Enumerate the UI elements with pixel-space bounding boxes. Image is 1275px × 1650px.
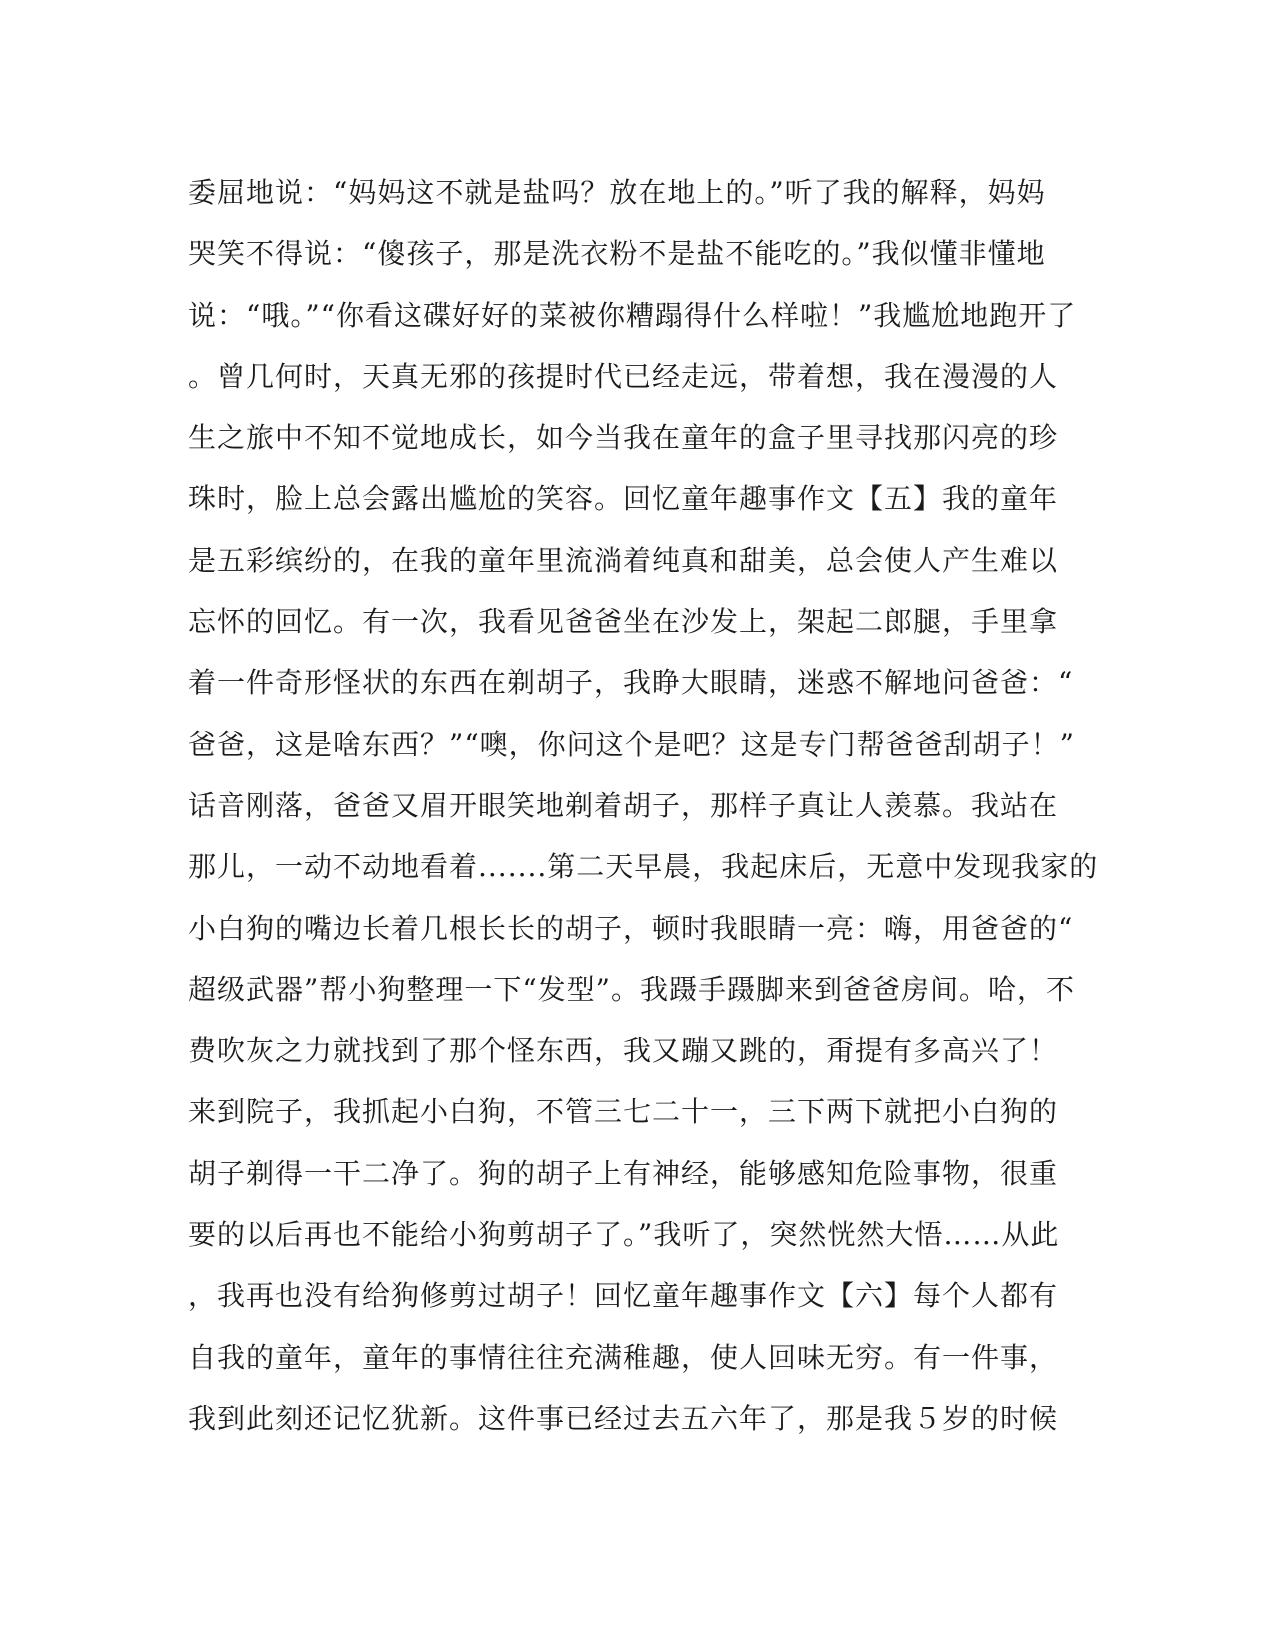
text-line: 费吹灰之力就找到了那个怪东西，我又蹦又跳的，甭提有多高兴了！ <box>188 1034 1059 1068</box>
body-text <box>188 162 1099 1449</box>
text-line: 。曾几何时，天真无邪的孩提时代已经走远，带着想，我在漫漫的人 <box>188 359 1059 393</box>
text-line: 哭笑不得说：“傻孩子，那是洗衣粉不是盐不能吃的。”我似懂非懂地 <box>188 237 1046 271</box>
text-line: 说：“哦。”“你看这碟好好的菜被你糟蹋得什么样啦！”我尴尬地跑开了 <box>188 298 1077 332</box>
text-line: 是五彩缤纷的，在我的童年里流淌着纯真和甜美，总会使人产生难以 <box>188 543 1059 577</box>
text-line: 要的以后再也不能给小狗剪胡子了。”我听了，突然恍然大悟……从此 <box>188 1218 1060 1252</box>
text-line: 忘怀的回忆。有一次，我看见爸爸坐在沙发上，架起二郎腿，手里拿 <box>188 605 1059 639</box>
text-line: 来到院子，我抓起小白狗，不管三七二十一，三下两下就把小白狗的 <box>188 1095 1059 1129</box>
text-line: 生之旅中不知不觉地成长，如今当我在童年的盒子里寻找那闪亮的珍 <box>188 421 1059 455</box>
text-line: 委屈地说：“妈妈这不就是盐吗？放在地上的。”听了我的解释，妈妈 <box>188 176 1046 209</box>
text-line: 超级武器”帮小狗整理一下“发型”。我蹑手蹑脚来到爸爸房间。哈，不 <box>188 972 1075 1006</box>
text-line: 我到此刻还记忆犹新。这件事已经过去五六年了，那是我５岁的时候 <box>188 1401 1059 1435</box>
text-line: 爸爸，这是啥东西？”“噢，你问这个是吧？这是专门帮爸爸刮胡子！” <box>188 727 1075 761</box>
text-line: 话音刚落，爸爸又眉开眼笑地剃着胡子，那样子真让人羡慕。我站在 <box>188 788 1059 822</box>
text-line: 自我的童年，童年的事情往往充满稚趣，使人回味无穷。有一件事， <box>188 1340 1059 1374</box>
text-line: 那儿，一动不动地看着.......第二天早晨，我起床后，无意中发现我家的 <box>188 850 1099 884</box>
text-line: 珠时，脸上总会露出尴尬的笑容。回忆童年趣事作文【五】我的童年 <box>188 482 1059 516</box>
text-line: ，我再也没有给狗修剪过胡子！回忆童年趣事作文【六】每个人都有 <box>188 1279 1059 1313</box>
text-line: 小白狗的嘴边长着几根长长的胡子，顿时我眼睛一亮：嗨，用爸爸的“ <box>188 911 1074 945</box>
text-line: 胡子剃得一干二净了。狗的胡子上有神经，能够感知危险事物，很重 <box>188 1156 1059 1190</box>
text-line: 着一件奇形怪状的东西在剃胡子，我睁大眼睛，迷惑不解地问爸爸：“ <box>188 666 1074 700</box>
